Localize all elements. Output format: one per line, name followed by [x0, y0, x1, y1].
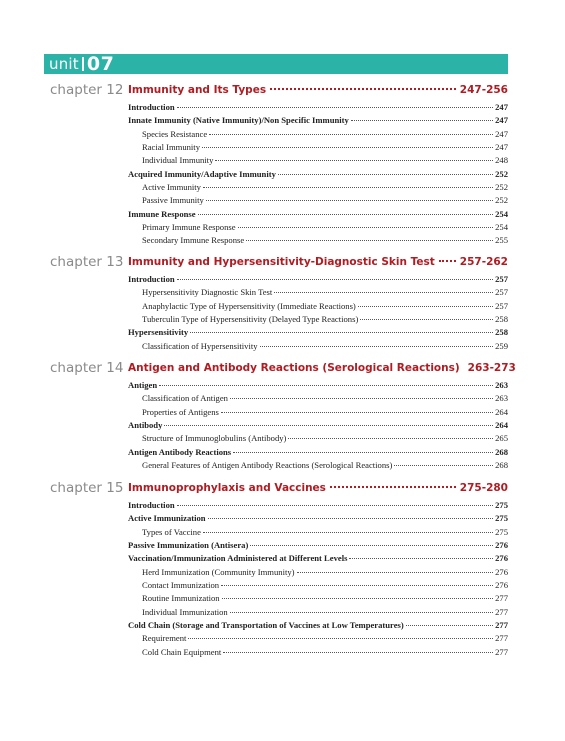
toc-subentry[interactable] — [128, 646, 508, 659]
dot-leader — [233, 452, 493, 453]
entry-title: Classification of Antigen — [142, 393, 228, 404]
entry-page-number: 276 — [495, 580, 508, 591]
chapter-page-range: 247-256 — [459, 84, 508, 96]
entry-page-number: 247 — [495, 128, 508, 139]
entry-title: Properties of Antigens — [142, 406, 219, 417]
toc-subentry[interactable] — [128, 579, 508, 592]
toc-subentry[interactable] — [128, 313, 508, 326]
toc-heading-entry[interactable] — [128, 499, 508, 512]
dot-leader — [250, 545, 493, 546]
entry-page-number: 248 — [495, 155, 508, 166]
entry-page-number: 277 — [495, 606, 508, 617]
dot-leader — [238, 227, 494, 228]
dot-leader — [274, 292, 493, 293]
toc-subentry[interactable] — [128, 128, 508, 141]
toc-heading-entry[interactable] — [128, 512, 508, 525]
chapter-title-row[interactable] — [128, 360, 516, 376]
dot-leader — [198, 214, 494, 215]
dot-leader — [270, 88, 456, 90]
dot-leader — [203, 187, 493, 188]
dot-leader — [288, 438, 493, 439]
entry-page-number: 265 — [495, 433, 508, 444]
toc-heading-entry[interactable] — [128, 446, 508, 459]
dot-leader — [221, 412, 493, 413]
entry-title: Types of Vaccine — [142, 526, 201, 537]
dot-leader — [208, 518, 494, 519]
chapter-title: Immunity and Hypersensitivity-Diagnostic Skin Test — [128, 256, 435, 268]
toc-subentry[interactable] — [128, 606, 508, 619]
entry-page-number: 276 — [495, 553, 508, 564]
dot-leader — [190, 332, 493, 333]
entry-title: Active Immunization — [128, 513, 206, 524]
toc-heading-entry[interactable] — [128, 619, 508, 632]
chapter-entries — [128, 101, 508, 248]
entry-title: Anaphylactic Type of Hypersensitivity (Immediate Reactions) — [142, 300, 356, 311]
dot-leader — [222, 598, 494, 599]
toc-heading-entry[interactable] — [128, 208, 508, 221]
entry-page-number: 263 — [495, 380, 508, 390]
entry-page-number: 252 — [495, 182, 508, 193]
chapter-label: chapter 13 — [50, 254, 124, 270]
dot-leader — [230, 398, 493, 399]
toc-subentry[interactable] — [128, 459, 508, 472]
entry-title: Introduction — [128, 102, 175, 112]
dot-leader — [203, 532, 493, 533]
entry-title: Innate Immunity (Native Immunity)/Non Specific Immunity — [128, 115, 349, 126]
dot-leader — [230, 612, 493, 613]
entry-page-number: 275 — [495, 500, 508, 510]
toc-heading-entry[interactable] — [128, 114, 508, 127]
toc-heading-entry[interactable] — [128, 326, 508, 339]
entry-page-number: 263 — [495, 393, 508, 404]
entry-page-number: 276 — [495, 566, 508, 577]
toc-heading-entry[interactable] — [128, 552, 508, 565]
chapter-entries — [128, 379, 508, 472]
entry-title: Individual Immunization — [142, 606, 228, 617]
entry-title: Immune Response — [128, 208, 196, 219]
dot-leader — [358, 306, 493, 307]
entry-page-number: 257 — [495, 274, 508, 284]
dot-leader — [360, 319, 493, 320]
dot-leader — [260, 346, 494, 347]
entry-title: Tuberculin Type of Hypersensitivity (Delayed Type Reactions) — [142, 314, 359, 325]
chapter-title-row[interactable] — [128, 82, 508, 98]
entry-title: Vaccination/Immunization Administered at Different Levels — [128, 553, 348, 564]
dot-leader — [330, 486, 456, 488]
dot-leader — [202, 147, 493, 148]
dot-leader — [177, 279, 493, 280]
toc-subentry[interactable] — [128, 234, 508, 247]
toc-subentry[interactable] — [128, 432, 508, 445]
dot-leader — [394, 465, 493, 466]
dot-leader — [209, 134, 493, 135]
dot-leader — [223, 652, 493, 653]
entry-page-number: 247 — [495, 142, 508, 153]
entry-title: Individual Immunity — [142, 155, 214, 166]
entry-page-number: 255 — [495, 235, 508, 246]
chapter-page-range: 263-273 — [467, 362, 516, 374]
entry-page-number: 258 — [495, 314, 508, 325]
entry-page-number: 254 — [495, 208, 508, 219]
entry-title: Species Resistance — [142, 128, 208, 139]
chapter-entries — [128, 273, 508, 353]
entry-title: Hypersensitivity Diagnostic Skin Test — [142, 287, 273, 298]
entry-title: Routine Immunization — [142, 593, 220, 604]
toc-heading-entry[interactable] — [128, 419, 508, 432]
entry-page-number: 268 — [495, 446, 508, 457]
entry-page-number: 277 — [495, 620, 508, 631]
dot-leader — [177, 107, 493, 108]
unit-banner — [44, 54, 508, 74]
dot-leader — [246, 240, 493, 241]
chapter-title-row[interactable] — [128, 254, 508, 270]
dot-leader — [349, 558, 493, 559]
chapter-title-row[interactable] — [128, 480, 508, 496]
entry-title: Acquired Immunity/Adaptive Immunity — [128, 168, 276, 179]
dot-leader — [439, 260, 456, 262]
dot-leader — [177, 505, 493, 506]
dot-leader — [206, 200, 493, 201]
entry-title: Active Immunity — [142, 182, 201, 193]
entry-title: Antibody — [128, 420, 163, 431]
unit-divider — [82, 57, 84, 71]
toc-subentry[interactable] — [128, 181, 508, 194]
entry-title: Antigen — [128, 380, 158, 390]
chapter-title: Immunoprophylaxis and Vaccines — [128, 482, 326, 494]
entry-page-number: 275 — [495, 513, 508, 524]
entry-title: Classification of Hypersensitivity — [142, 340, 258, 351]
entry-page-number: 247 — [495, 115, 508, 126]
dot-leader — [221, 585, 493, 586]
dot-leader — [159, 385, 493, 386]
dot-leader — [215, 160, 493, 161]
entry-page-number: 257 — [495, 287, 508, 298]
entry-page-number: 252 — [495, 168, 508, 179]
chapter-label: chapter 15 — [50, 480, 124, 496]
toc-heading-entry[interactable] — [128, 101, 508, 114]
entry-page-number: 254 — [495, 222, 508, 233]
entry-title: Passive Immunity — [142, 195, 204, 206]
entry-title: Introduction — [128, 500, 175, 510]
chapter-label: chapter 12 — [50, 82, 124, 98]
entry-title: Cold Chain Equipment — [142, 646, 222, 657]
entry-title: Contact Immunization — [142, 580, 220, 591]
entry-page-number: 275 — [495, 526, 508, 537]
entry-page-number: 276 — [495, 540, 508, 551]
toc-subentry[interactable] — [128, 340, 508, 353]
entry-title: General Features of Antigen Antibody Reactions (Serological Reactions) — [142, 460, 393, 471]
chapter-entries — [128, 499, 508, 659]
toc-subentry[interactable] — [128, 406, 508, 419]
toc-subentry[interactable] — [128, 286, 508, 299]
toc-heading-entry[interactable] — [128, 379, 508, 392]
toc-subentry[interactable] — [128, 141, 508, 154]
chapter-page-range: 257-262 — [459, 256, 508, 268]
entry-page-number: 277 — [495, 593, 508, 604]
entry-page-number: 257 — [495, 300, 508, 311]
dot-leader — [351, 120, 493, 121]
toc-subentry[interactable] — [128, 194, 508, 207]
dot-leader — [406, 625, 493, 626]
toc-subentry[interactable] — [128, 300, 508, 313]
unit-number: 07 — [86, 53, 115, 75]
entry-title: Requirement — [142, 633, 187, 644]
entry-page-number: 252 — [495, 195, 508, 206]
unit-label: unit — [49, 55, 79, 73]
toc-subentry[interactable] — [128, 526, 508, 539]
dot-leader — [278, 174, 493, 175]
toc-subentry[interactable] — [128, 566, 508, 579]
dot-leader — [164, 425, 493, 426]
toc-heading-entry[interactable] — [128, 168, 508, 181]
entry-title: Antigen Antibody Reactions — [128, 446, 232, 457]
entry-page-number: 259 — [495, 340, 508, 351]
entry-title: Racial Immunity — [142, 142, 200, 153]
entry-title: Cold Chain (Storage and Transportation of Vaccines at Low Temperatures) — [128, 620, 404, 631]
chapter-title: Antigen and Antibody Reactions (Serological Reactions) — [128, 362, 460, 374]
entry-title: Secondary Immune Response — [142, 235, 245, 246]
entry-title: Passive Immunization (Antisera) — [128, 540, 249, 551]
entry-page-number: 247 — [495, 102, 508, 112]
toc-heading-entry[interactable] — [128, 539, 508, 552]
entry-title: Structure of Immunoglobulins (Antibody) — [142, 433, 287, 444]
entry-title: Introduction — [128, 274, 175, 284]
entry-page-number: 268 — [495, 460, 508, 471]
dot-leader — [297, 572, 494, 573]
toc-subentry[interactable] — [128, 154, 508, 167]
entry-title: Herd Immunization (Community Immunity) — [142, 566, 295, 577]
entry-page-number: 277 — [495, 646, 508, 657]
toc-heading-entry[interactable] — [128, 273, 508, 286]
entry-page-number: 258 — [495, 327, 508, 338]
toc-subentry[interactable] — [128, 221, 508, 234]
toc-subentry[interactable] — [128, 392, 508, 405]
chapter-page-range: 275-280 — [459, 482, 508, 494]
entry-page-number: 264 — [495, 420, 508, 431]
entry-title: Primary Immune Response — [142, 222, 236, 233]
chapter-label: chapter 14 — [50, 360, 124, 376]
entry-page-number: 264 — [495, 406, 508, 417]
chapter-title: Immunity and Its Types — [128, 84, 267, 96]
dot-leader — [188, 638, 493, 639]
toc-subentry[interactable] — [128, 632, 508, 645]
entry-page-number: 277 — [495, 633, 508, 644]
toc-subentry[interactable] — [128, 592, 508, 605]
entry-title: Hypersensitivity — [128, 327, 189, 338]
